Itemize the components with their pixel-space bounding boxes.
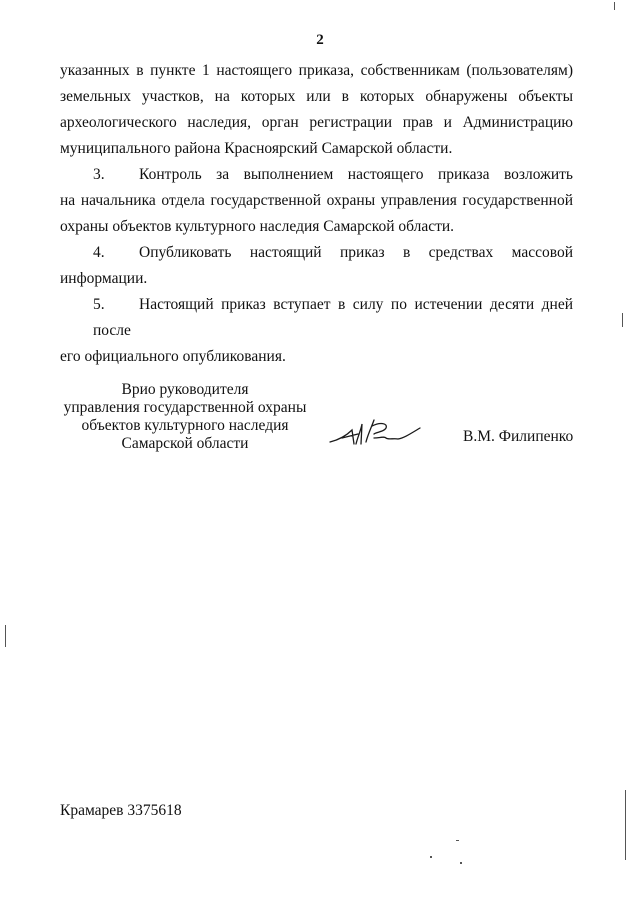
scan-artifact — [430, 856, 432, 858]
text-line: на начальника отдела государственной охраны управления государственной — [60, 192, 573, 209]
item-number: 3. — [93, 166, 105, 183]
scan-artifact — [614, 2, 615, 10]
scan-artifact — [625, 790, 626, 860]
item-text: Контроль за выполнением настоящего приказа возложить — [139, 166, 573, 183]
signatory-position — [60, 381, 310, 453]
page-number: 2 — [316, 32, 324, 48]
scan-artifact — [456, 840, 459, 841]
document-body — [60, 58, 573, 370]
text-line — [60, 292, 573, 344]
text-line — [60, 162, 573, 188]
scan-artifact — [622, 313, 623, 327]
text-line: охраны объектов культурного наследия Самарской области. — [60, 218, 455, 235]
paragraph-item-3 — [60, 162, 573, 240]
executor-contact: Крамарев 3375618 — [60, 802, 182, 819]
position-line: Врио руководителя — [121, 381, 249, 398]
text-line: археологического наследия, орган регистрации прав и Администрацию — [60, 114, 573, 131]
item-number: 5. — [93, 296, 105, 313]
scan-artifact — [5, 625, 6, 647]
paragraph-item-5 — [60, 292, 573, 370]
position-line: Самарской области — [121, 435, 249, 452]
paragraph-continuation — [60, 58, 573, 162]
position-line: управления государственной охраны — [63, 399, 307, 416]
text-line: земельных участков, на которых или в которых обнаружены объекты — [60, 88, 573, 105]
item-text: Опубликовать настоящий приказ в средствах массовой — [139, 244, 573, 261]
item-text: Настоящий приказ вступает в силу по истечении десяти дней после — [93, 296, 573, 339]
text-line — [60, 240, 573, 266]
text-line: муниципального района Красноярский Самарской области. — [60, 140, 453, 157]
handwritten-signature — [328, 414, 428, 454]
text-line: указанных в пункте 1 настоящего приказа, собственникам (пользователям) — [60, 62, 573, 79]
text-line: информации. — [60, 270, 148, 287]
paragraph-item-4 — [60, 240, 573, 292]
scan-artifact — [460, 862, 462, 864]
signer-name: В.М. Филипенко — [463, 428, 574, 445]
text-line: его официального опубликования. — [60, 348, 286, 365]
item-number: 4. — [93, 244, 105, 261]
position-line: объектов культурного наследия — [81, 417, 289, 434]
